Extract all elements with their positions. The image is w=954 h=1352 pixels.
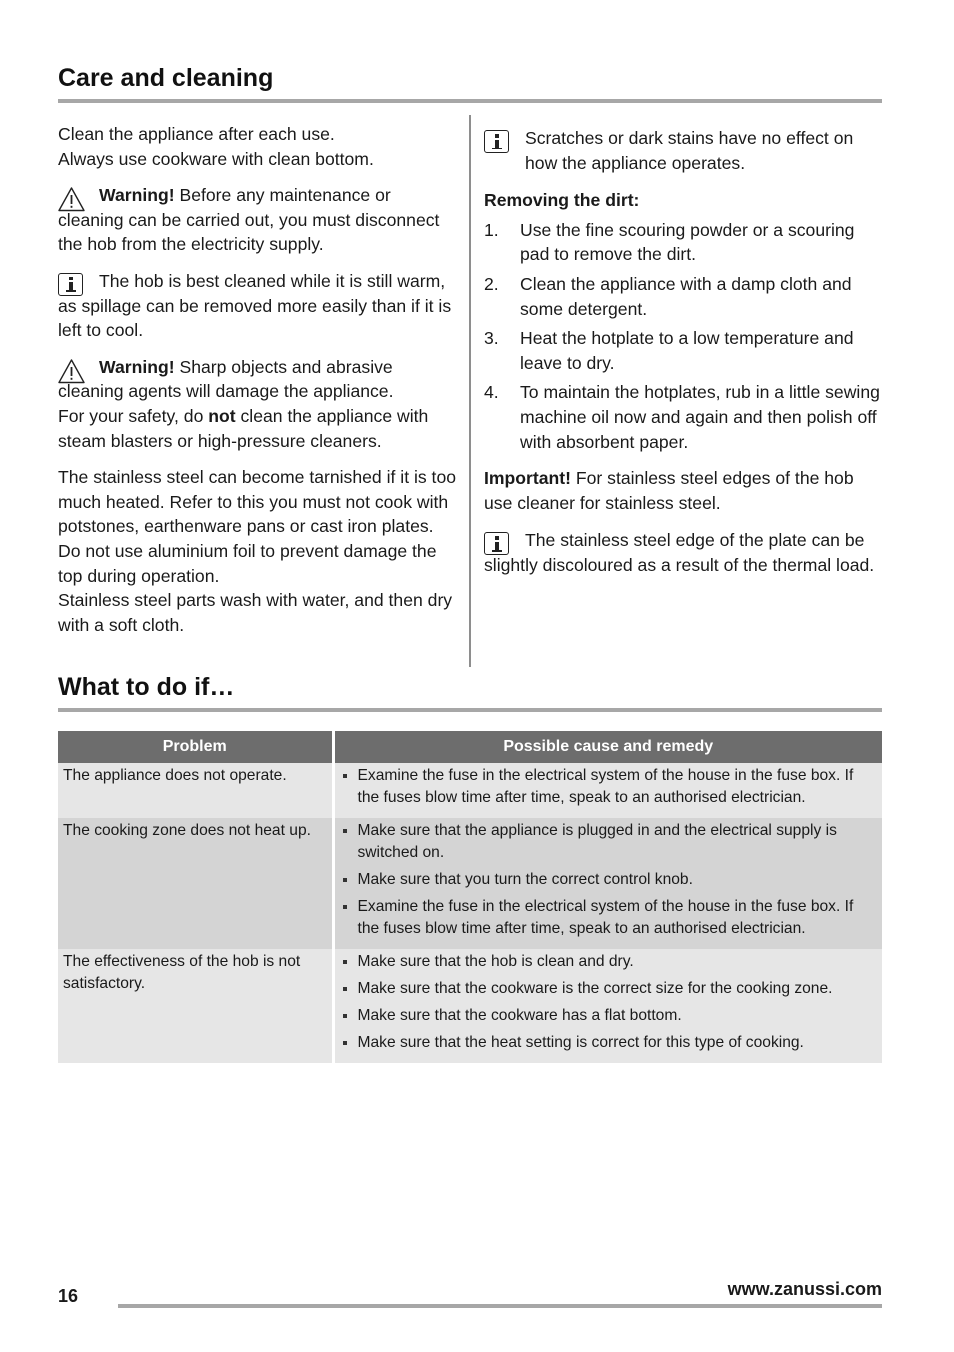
remedy-item: Make sure that the cookware has a flat bottom. [340, 1005, 877, 1027]
title-rule [58, 708, 882, 712]
remedy-item: Make sure that the heat setting is correct for this type of cooking. [340, 1032, 877, 1054]
problem-cell: The appliance does not operate. [58, 763, 333, 818]
problem-cell: The cooking zone does not heat up. [58, 818, 333, 949]
step-item: 1. Use the fine scouring powder or a scouring pad to remove the dirt. [484, 219, 855, 265]
warning-sharp-objects [58, 355, 460, 404]
removing-dirt-steps [484, 218, 886, 454]
info-scratches [484, 126, 886, 175]
title-rule [58, 99, 882, 103]
remedy-item: Examine the fuse in the electrical system of the house in the fuse box. If the fuses blow time after time, speak to an authorised electrician. [340, 896, 877, 940]
remedy-item: Make sure that the appliance is plugged in and the electrical supply is switched on. [340, 820, 877, 864]
info-scratches-text: Scratches or dark stains have no effect on how the appliance operates. [525, 128, 854, 173]
remedy-cell [333, 818, 882, 949]
problem-cell: The effectiveness of the hob is not satisfactory. [58, 949, 333, 1063]
step-item: 4. To maintain the hotplates, rub in a little sewing machine oil now and again and then polish off with absorbent paper. [484, 382, 880, 452]
remedy-item: Make sure that the cookware is the correct size for the cooking zone. [340, 978, 877, 1000]
warning-label: Warning! [99, 185, 175, 206]
info-icon [58, 273, 83, 296]
important-note: Important! For stainless steel edges of the hob use cleaner for stainless steel. [484, 468, 854, 513]
care-and-cleaning-title: Care and cleaning [58, 64, 274, 92]
warning-sharp-objects-text: Warning! Sharp objects and abrasive cleaning agents will damage the appliance. [58, 356, 394, 402]
info-warm-cleaning [58, 269, 460, 343]
care-right-column [484, 126, 886, 578]
table-header-row [58, 731, 882, 763]
info-warm-cleaning-text: The hob is best cleaned while it is still warm, as spillage can be removed more easily than if it is left to cool. [58, 270, 452, 341]
what-to-do-title: What to do if… [58, 673, 235, 701]
info-steel-edge [484, 528, 886, 577]
safety-text: For your safety, do not clean the appliance with steam blasters or high-pressure cleaners. [58, 405, 429, 451]
remedy-cell [333, 949, 882, 1063]
page-number: 16 [58, 1286, 79, 1306]
removing-dirt-heading: Removing the dirt: [484, 190, 640, 211]
step-item: 3. Heat the hotplate to a low temperature and leave to dry. [484, 328, 854, 373]
column-header-problem: Problem [58, 731, 333, 763]
care-left-column [58, 122, 460, 637]
info-steel-edge-text: The stainless steel edge of the plate can be slightly discoloured as a result of the thermal load. [484, 530, 875, 575]
column-header-remedy: Possible cause and remedy [333, 731, 882, 763]
warning-maintenance [58, 183, 460, 257]
step-item: 2. Clean the appliance with a damp cloth and some detergent. [484, 273, 852, 319]
intro-line-1: Clean the appliance after each use. [58, 124, 335, 144]
stainless-steel-wash-text: Stainless steel parts wash with water, and then dry with a soft cloth. [58, 590, 453, 635]
intro-line-2: Always use cookware with clean bottom. [58, 148, 374, 169]
warning-triangle-icon [58, 186, 85, 212]
remedy-cell [333, 763, 882, 818]
column-divider [469, 115, 471, 667]
warning-maintenance-text: Warning! Before any maintenance or cleaning can be carried out, you must disconnect the hob from the electricity supply. [58, 185, 440, 255]
website-link[interactable]: www.zanussi.com [727, 1279, 882, 1299]
footer-rule [118, 1304, 882, 1308]
info-icon [484, 130, 509, 153]
troubleshooting-table [58, 731, 882, 1063]
warning-triangle-icon [58, 358, 85, 384]
remedy-item: Make sure that you turn the correct control knob. [340, 869, 877, 891]
table-row [58, 818, 882, 949]
stainless-steel-text: The stainless steel can become tarnished if it is too much heated. Refer to this you must not cook with potstones, earthenware pans or cast iron plates. Do not use aluminium foil to prevent damage the top during operation. [58, 467, 457, 586]
remedy-item: Make sure that the hob is clean and dry. [340, 951, 877, 973]
table-row [58, 763, 882, 818]
table-row [58, 949, 882, 1063]
info-icon [484, 532, 509, 555]
warning-label: Warning! [99, 356, 175, 377]
remedy-item: Examine the fuse in the electrical system of the house in the fuse box. If the fuses blow time after time, speak to an authorised electrician. [340, 765, 877, 809]
